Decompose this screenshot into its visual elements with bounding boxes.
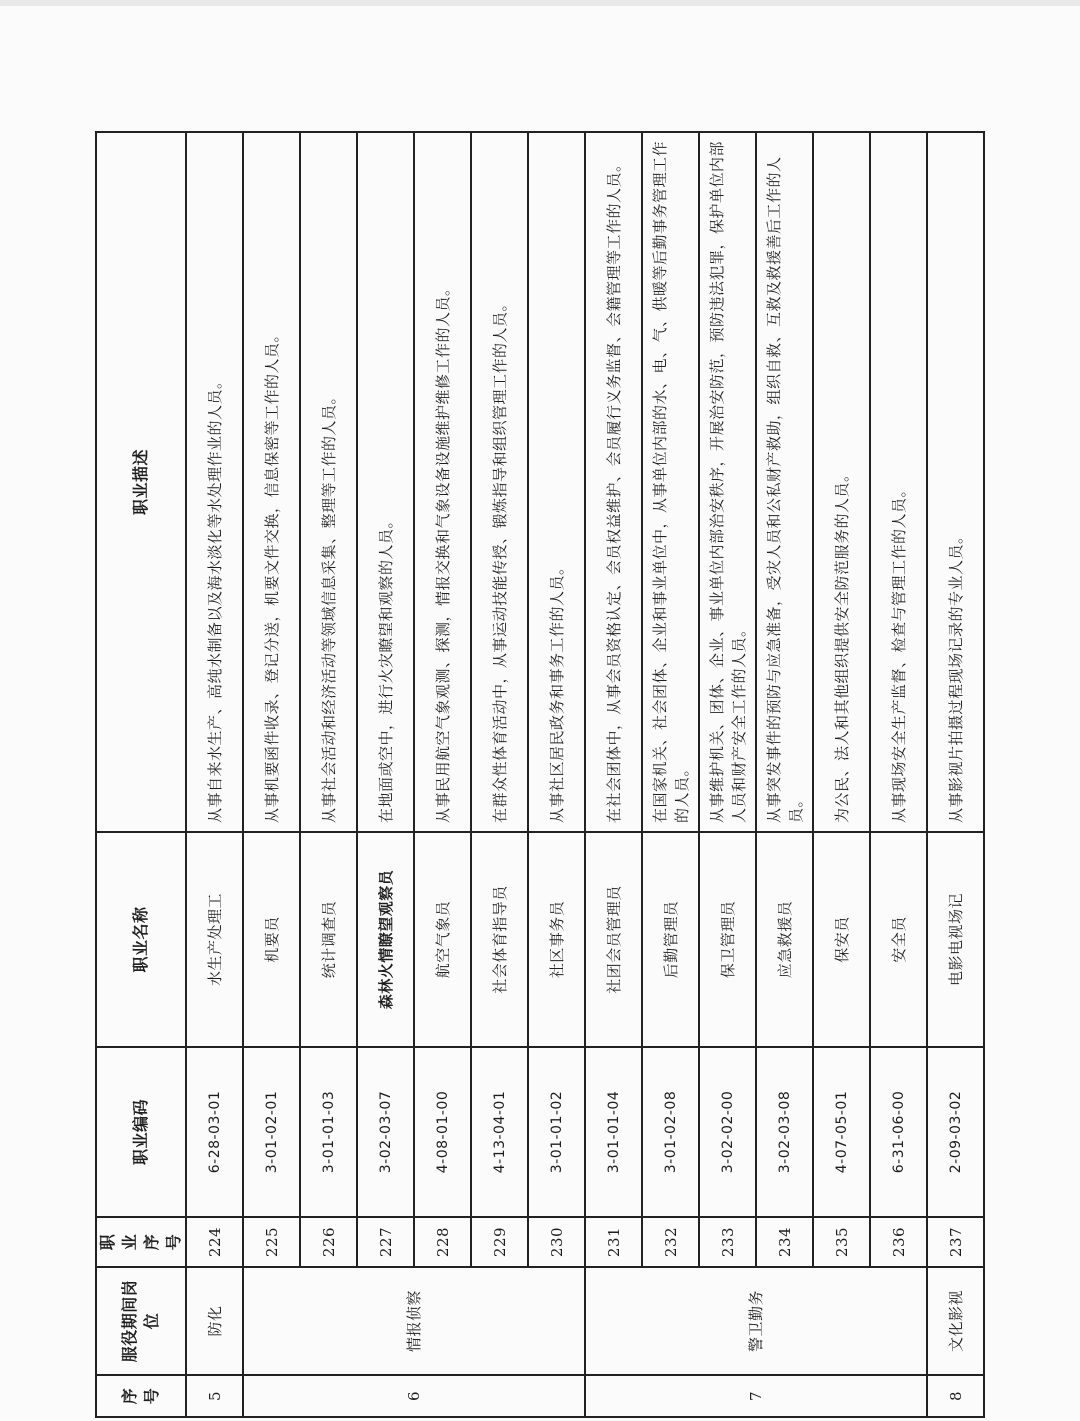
job-desc: 从事机要函件收录、登记分送，机要文件交换，信息保密等工作的人员。: [243, 132, 300, 832]
job-name: 社会体育指导员: [471, 832, 528, 1047]
job-no: 237: [927, 1217, 984, 1267]
job-code: 6-31-06-00: [870, 1047, 927, 1217]
job-no: 234: [756, 1217, 813, 1267]
job-name: 航空气象员: [414, 832, 471, 1047]
job-no: 233: [699, 1217, 756, 1267]
table-row: [414, 132, 471, 1417]
job-code: 3-01-01-04: [585, 1047, 642, 1217]
job-name: 社区事务员: [528, 832, 585, 1047]
job-name: 水生产处理工: [186, 832, 243, 1047]
job-name: 保安员: [813, 832, 870, 1047]
job-code: 3-01-01-03: [300, 1047, 357, 1217]
table-row: [642, 132, 699, 1417]
group-seq: 5: [186, 1375, 243, 1417]
group-seq: 6: [243, 1375, 585, 1417]
table-row: [927, 132, 984, 1417]
table-row: [585, 132, 642, 1417]
table-row: [756, 132, 813, 1417]
job-desc: 为公民、法人和其他组织提供安全防范服务的人员。: [813, 132, 870, 832]
job-no: 224: [186, 1217, 243, 1267]
occupation-table: [95, 131, 985, 1418]
header-job-no: 职业序号: [96, 1217, 186, 1267]
job-name: 森林火情瞭望观察员: [357, 832, 414, 1047]
job-desc: 从事影视片拍摄过程现场记录的专业人员。: [927, 132, 984, 832]
header-seq: 序号: [96, 1375, 186, 1417]
job-code: 3-02-03-08: [756, 1047, 813, 1217]
job-desc: 从事社会活动和经济活动等领域信息采集、整理等工作的人员。: [300, 132, 357, 832]
job-desc: 在群众性体育活动中，从事运动技能传授、锻炼指导和组织管理工作的人员。: [471, 132, 528, 832]
job-code: 4-13-04-01: [471, 1047, 528, 1217]
job-desc: 从事民用航空气象观测、探测，情报交换和气象设备设施维护维修工作的人员。: [414, 132, 471, 832]
job-no: 228: [414, 1217, 471, 1267]
job-no: 236: [870, 1217, 927, 1267]
job-desc: 从事社区居民政务和事务工作的人员。: [528, 132, 585, 832]
header-code: 职业编码: [96, 1047, 186, 1217]
header-desc: 职业描述: [96, 132, 186, 832]
group-post: 防化: [186, 1267, 243, 1375]
job-desc: 在国家机关、社会团体、企业和事业单位中，从事单位内部的水、电、气、供暖等后勤事务管理工作的人员。: [642, 132, 699, 832]
table-row: [186, 132, 243, 1417]
job-code: 3-01-02-01: [243, 1047, 300, 1217]
header-post: 服役期间岗位: [96, 1267, 186, 1375]
job-desc: 从事突发事件的预防与应急准备，受灾人员和公私财产救助，组织自救、互救及救援善后工作的人员。: [756, 132, 813, 832]
table-header-row: [96, 132, 186, 1417]
group-post: 文化影视: [927, 1267, 984, 1375]
job-no: 229: [471, 1217, 528, 1267]
table-row: [870, 132, 927, 1417]
job-code: 3-02-03-07: [357, 1047, 414, 1217]
group-post: 警卫勤务: [585, 1267, 927, 1375]
scan-top-edge: [0, 0, 1080, 6]
job-name: 应急救援员: [756, 832, 813, 1047]
table-row: [528, 132, 585, 1417]
job-desc: 从事自来水生产、高纯水制备以及海水淡化等水处理作业的人员。: [186, 132, 243, 832]
job-no: 227: [357, 1217, 414, 1267]
table-row: [699, 132, 756, 1417]
header-name: 职业名称: [96, 832, 186, 1047]
job-code: 4-08-01-00: [414, 1047, 471, 1217]
job-no: 225: [243, 1217, 300, 1267]
job-name: 保卫管理员: [699, 832, 756, 1047]
rotated-table-container: [95, 133, 975, 1418]
group-post: 情报侦察: [243, 1267, 585, 1375]
job-code: 2-09-03-02: [927, 1047, 984, 1217]
table-row: [357, 132, 414, 1417]
job-name: 后勤管理员: [642, 832, 699, 1047]
table-row: [243, 132, 300, 1417]
job-desc: 从事现场安全生产监督、检查与管理工作的人员。: [870, 132, 927, 832]
job-name: 安全员: [870, 832, 927, 1047]
job-desc: 从事维护机关、团体、企业、事业单位内部治安秩序，开展治安防范，预防违法犯罪，保护单位内部人员和财产安全工作的人员。: [699, 132, 756, 832]
job-code: 6-28-03-01: [186, 1047, 243, 1217]
job-code: 3-01-02-08: [642, 1047, 699, 1217]
job-name: 统计调查员: [300, 832, 357, 1047]
table-row: [300, 132, 357, 1417]
job-no: 226: [300, 1217, 357, 1267]
job-no: 231: [585, 1217, 642, 1267]
job-code: 3-02-02-00: [699, 1047, 756, 1217]
job-no: 232: [642, 1217, 699, 1267]
job-name: 机要员: [243, 832, 300, 1047]
group-seq: 7: [585, 1375, 927, 1417]
job-desc: 在地面或空中，进行火灾瞭望和观察的人员。: [357, 132, 414, 832]
table-row: [471, 132, 528, 1417]
job-no: 235: [813, 1217, 870, 1267]
table-row: [813, 132, 870, 1417]
job-code: 4-07-05-01: [813, 1047, 870, 1217]
job-no: 230: [528, 1217, 585, 1267]
job-code: 3-01-01-02: [528, 1047, 585, 1217]
job-name: 电影电视场记: [927, 832, 984, 1047]
job-desc: 在社会团体中，从事会员资格认定、会员权益维护、会员履行义务监督、会籍管理等工作的人员。: [585, 132, 642, 832]
group-seq: 8: [927, 1375, 984, 1417]
job-name: 社团会员管理员: [585, 832, 642, 1047]
